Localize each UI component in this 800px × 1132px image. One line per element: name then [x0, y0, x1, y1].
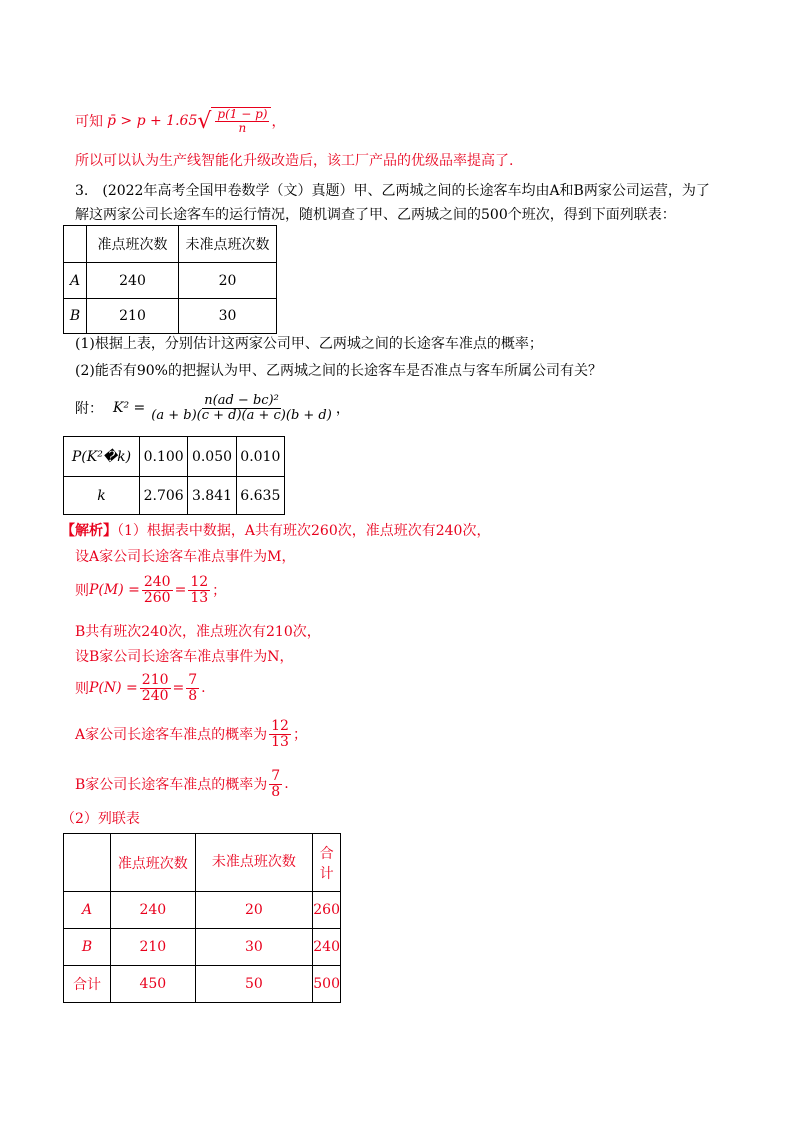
- frac-numerator: 12: [271, 717, 289, 734]
- frac-numerator: 210: [141, 671, 169, 688]
- frac-numerator: 12: [190, 573, 209, 590]
- table-header-cell: [64, 226, 87, 263]
- end-punct: ；: [212, 583, 227, 599]
- frac-denominator: 8: [271, 783, 281, 800]
- contingency-table: [63, 225, 277, 334]
- table-row-label: B: [64, 299, 87, 334]
- inequality-expr: p̄ > p + 1.65: [107, 113, 198, 129]
- question-1: (1)根据上表，分别估计这两家公司甲、乙两城之间的长途客车准点的概率；: [75, 336, 543, 352]
- frac-numerator: 7: [188, 671, 198, 688]
- frac-numerator: 240: [143, 573, 171, 590]
- problem-line-2: 解这两家公司长途客车的运行情况，随机调查了甲、乙两城之间的500个班次，得到下面列联表：: [75, 207, 676, 223]
- table-cell: 450: [111, 966, 195, 1003]
- solution-step-1: （1）根据表中数据，A共有班次260次，准点班次有240次，: [117, 523, 491, 539]
- sqrt-expr: [197, 107, 271, 134]
- table-cell: 0.050: [188, 437, 236, 477]
- table-cell: 30: [179, 299, 277, 334]
- frac-numerator: 7: [271, 767, 281, 784]
- table-cell: 30: [195, 929, 313, 966]
- table-cell: 240: [87, 263, 179, 299]
- table-cell: 260: [313, 892, 341, 929]
- solution-line-2: 设A家公司长途客车准点事件为M，: [75, 549, 296, 565]
- table-header-cell: 合计: [313, 834, 341, 892]
- frac-denominator: 240: [141, 687, 169, 704]
- sqrt-numerator: p(1 − p): [217, 107, 268, 122]
- table-header-cell: 准点班次数: [111, 834, 195, 892]
- solution-line-1: [61, 520, 490, 540]
- frac-denominator: 8: [188, 687, 198, 704]
- conclusion-text: 所以可以认为生产线智能化升级改造后，该工厂产品的优级品率提高了.: [75, 153, 514, 169]
- end-punct: ；: [292, 727, 307, 743]
- prefix-text: 则: [75, 583, 89, 599]
- table-row-label: A: [64, 263, 87, 299]
- part-2-heading: （2）列联表: [61, 811, 140, 827]
- end-punct: .: [201, 680, 206, 696]
- solution-line-4: B共有班次240次，准点班次有210次，: [75, 624, 321, 640]
- end-punct: .: [284, 776, 289, 792]
- question-2: (2)能否有90%的把握认为甲、乙两城之间的长途客车是否准点与客车所属公司有关？: [75, 363, 602, 379]
- table-cell: 210: [87, 299, 179, 334]
- table-row-label: 合计: [64, 966, 111, 1003]
- k-squared-formula: [75, 386, 350, 430]
- table-cell: 20: [179, 263, 277, 299]
- table-header-cell: 未准点班次数: [179, 226, 277, 263]
- table-cell: 210: [111, 929, 195, 966]
- conclusion-b: [75, 766, 289, 802]
- table-cell: 0.100: [140, 437, 188, 477]
- equals-sign: =: [172, 680, 185, 696]
- equals-sign: =: [174, 582, 187, 598]
- frac-denominator: 260: [143, 589, 171, 606]
- pm-lhs: P(M) =: [89, 582, 140, 598]
- table-cell: 6.635: [236, 477, 284, 515]
- table-row-label: B: [64, 929, 111, 966]
- radical-sign-icon: √: [197, 108, 212, 134]
- pn-lhs: P(N) =: [89, 680, 138, 696]
- probability-n: [75, 670, 206, 706]
- conclusion-b-text: B家公司长途客车准点的概率为: [75, 777, 268, 793]
- table-cell: 500: [313, 966, 341, 1003]
- table-cell: 20: [195, 892, 313, 929]
- table-cell: 50: [195, 966, 313, 1003]
- conclusion-comma: ，: [271, 114, 286, 130]
- problem-line-1: 3. (2022年高考全国甲卷数学（文）真题）甲、乙两城之间的长途客车均由A和B两家公司运营，为了: [75, 183, 710, 199]
- probability-m: [75, 572, 226, 608]
- critical-value-table: [63, 436, 285, 515]
- conclusion-prefix: 可知: [75, 114, 103, 130]
- conclusion-a: [75, 716, 307, 752]
- table-header-cell: 准点班次数: [87, 226, 179, 263]
- frac-denominator: 13: [190, 589, 209, 606]
- formula-numerator: n(ad − bc)²: [204, 392, 279, 408]
- table-cell: 2.706: [140, 477, 188, 515]
- table-cell: 240: [313, 929, 341, 966]
- table-row-label: A: [64, 892, 111, 929]
- sqrt-denominator: n: [238, 121, 247, 135]
- prefix-text: 则: [75, 681, 89, 697]
- table-cell: 0.010: [236, 437, 284, 477]
- conclusion-a-text: A家公司长途客车准点的概率为: [75, 727, 268, 743]
- table-cell: 240: [111, 892, 195, 929]
- conclusion-inequality: [75, 104, 285, 138]
- table-header-cell: [64, 834, 111, 892]
- table-row-label: P(K²�k): [64, 437, 140, 477]
- solution-line-5: 设B家公司长途客车准点事件为N，: [75, 649, 294, 665]
- formula-denominator: (a + b)(c + d)(a + c)(b + d): [151, 407, 332, 423]
- summary-contingency-table: [63, 833, 341, 1003]
- frac-denominator: 13: [271, 733, 289, 750]
- appendix-label: 附：: [75, 401, 103, 417]
- formula-lhs: K² =: [113, 400, 146, 416]
- table-header-cell: 未准点班次数: [195, 834, 313, 892]
- formula-comma: ，: [335, 401, 350, 417]
- table-row-label: k: [64, 477, 140, 515]
- solution-tag: 【解析】: [61, 523, 117, 539]
- table-cell: 3.841: [188, 477, 236, 515]
